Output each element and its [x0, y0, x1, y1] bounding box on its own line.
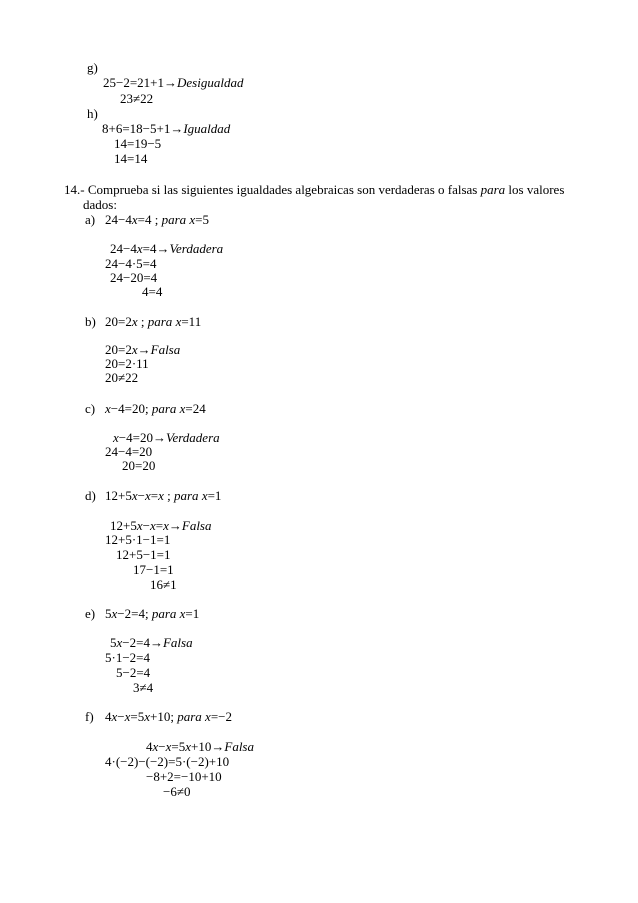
item-e-line-3: 5−2=4 [116, 665, 151, 680]
item-h-line-2: 14=19−5 [114, 136, 162, 151]
item-f-statement: 4x−x=5x+10; para x=−2 [105, 709, 232, 724]
item-e-line-2: 5·1−2=4 [105, 650, 150, 665]
item-f-label: f) [85, 709, 94, 724]
item-h-label: h) [87, 106, 98, 121]
item-a-label: a) [85, 212, 96, 227]
item-g-label: g) [87, 60, 98, 75]
item-c-statement: x−4=20; para x=24 [105, 401, 206, 416]
item-d-label: d) [85, 488, 96, 503]
item-a-line-2: 24−4·5=4 [105, 256, 157, 271]
item-a-line-1: 24−4x=4→Verdadera [110, 241, 224, 256]
exercise-14-heading-cont: dados: [83, 197, 117, 212]
item-b-line-1: 20=2x→Falsa [105, 342, 181, 357]
item-b-statement: 20=2x ; para x=11 [105, 314, 202, 329]
item-d-statement: 12+5x−x=x ; para x=1 [105, 488, 222, 503]
item-c-line-3: 20=20 [122, 458, 156, 473]
item-b-line-3: 20≠22 [105, 370, 139, 385]
item-d-line-2: 12+5·1−1=1 [105, 532, 171, 547]
item-e-label: e) [85, 606, 96, 621]
item-d-line-3: 12+5−1=1 [116, 547, 171, 562]
item-g-line-1: 25−2=21+1→Desigualdad [103, 75, 244, 90]
item-f-line-1: 4x−x=5x+10→Falsa [146, 739, 254, 754]
item-e-line-1: 5x−2=4→Falsa [110, 635, 193, 650]
item-c-line-2: 24−4=20 [105, 444, 153, 459]
item-b-line-2: 20=2·11 [105, 356, 149, 371]
item-f-line-2: 4·(−2)−(−2)=5·(−2)+10 [105, 754, 230, 769]
item-e-line-4: 3≠4 [133, 680, 154, 695]
item-f-line-3: −8+2=−10+10 [146, 769, 222, 784]
item-a-line-3: 24−20=4 [110, 270, 158, 285]
item-g-line-2: 23≠22 [120, 91, 154, 106]
item-c-label: c) [85, 401, 96, 416]
item-e-statement: 5x−2=4; para x=1 [105, 606, 200, 621]
item-d-line-1: 12+5x−x=x→Falsa [110, 518, 212, 533]
item-a-statement: 24−4x=4 ; para x=5 [105, 212, 210, 227]
item-d-line-4: 17−1=1 [133, 562, 174, 577]
item-d-line-5: 16≠1 [150, 577, 177, 592]
item-b-label: b) [85, 314, 96, 329]
item-f-line-4: −6≠0 [163, 784, 191, 799]
item-h-line-1: 8+6=18−5+1→Igualdad [102, 121, 231, 136]
exercise-14-heading: 14.- Comprueba si las siguientes igualdades algebraicas son verdaderas o falsas para los valores [64, 182, 565, 197]
item-h-line-3: 14=14 [114, 151, 148, 166]
item-c-line-1: x−4=20→Verdadera [113, 430, 220, 445]
item-a-line-4: 4=4 [142, 284, 163, 299]
